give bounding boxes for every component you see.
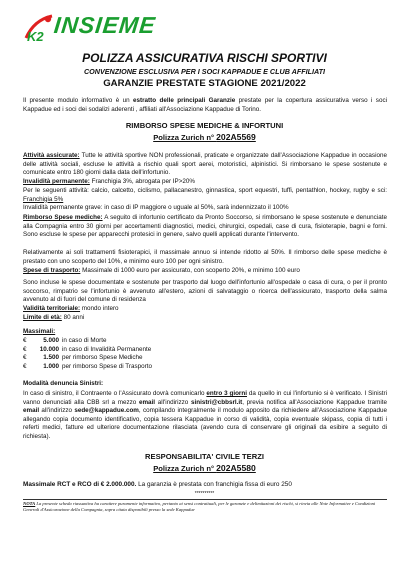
kappadue-email-link[interactable]: sede@kappadue.com (74, 407, 139, 415)
disability-grave: Invalidità permanente grave: in caso di IP maggiore o uguale al 50%, sarà indennizzato il 100% (23, 204, 289, 211)
list-item: € 1.500 per rimborso Spese Mediche (23, 354, 143, 362)
season-title: GARANZIE PRESTATE STAGIONE 2021/2022 (103, 78, 306, 89)
logo-text: INSIEME (52, 12, 157, 38)
permanent-disability: Invalidità permanente: Franchigia 3%, abrogata per IP>20% (23, 178, 196, 185)
insured-activities: Attività assicurate: Tutte le attività sportive NON professionali, praticate e organizzate dall'Associazione Kappadue in occasione delle attività sociali, escluse le attività a rischio quali sport aerei, motoristici, alpinistici. Si rimborsano le spese sostenute e comunicate entro 180 giorni dalla data dell'infortunio. (23, 152, 387, 177)
list-item: € 10.000 in caso di Invalidità Permanente (23, 345, 152, 353)
section-accident-policy: Polizza Zurich n° 202A5569 (153, 132, 256, 142)
list-item: € 5.000 in caso di Morte (23, 337, 107, 344)
claims-paragraph: In caso di sinistro, il Contraente o l'Assicurato dovrà comunicarlo entro 3 giorni da quello in cui l'infortunio si è verificato. I Sinistri vanno denunciati alla CBB srl a mezzo email all'indirizzo sinistri@cbbsrl.it, previa notifica all'Associazione Kappadue tramite email all'indirizzo sede@kappadue.com, compilando integralmente il modulo apposito da richiedere all'Associazione Kappadue allegando copia documento identificativo, copia tessera Kappadue in corso di validità, copia eventuale skipass, copia di tutti i referti medici, fatture ed ulteriore documentazione rilasciata (avendo cura di conservare gli originali da esibire a seguito di richiesta). (23, 390, 388, 440)
liability-limit: Massimale RCT e RCO di € 2.000.000. La garanzia è prestata con franchigia fissa di euro 250 (23, 481, 292, 488)
limits-label: Massimali: (23, 328, 56, 335)
claims-email-link[interactable]: sinistri@cbbsrl.it (190, 398, 243, 406)
list-item: € 1.000 per rimborso Spese di Trasporto (23, 362, 152, 370)
limits-list (23, 337, 152, 371)
transport-costs: Spese di trasporto: Massimale di 1000 euro per assicurato, con scoperto 20%, e minimo 100 euro (23, 267, 300, 274)
section-accident-title: RIMBORSO SPESE MEDICHE & INFORTUNI (125, 121, 284, 130)
section-liability-title: RESPONSABILITA' CIVILE TERZI (145, 452, 264, 461)
transport-detail: Sono incluse le spese documentate e sostenute per trasporto dal luogo dell'infortunio all'ospedale o casa di cura, o per il pronto soccorso, rimpatrio se l'infortunio è avvenuto all'estero, azioni di salvataggio o ricerca dell'assicurato, trasporto della salma avvenuto al di fuori del comune di residenza (23, 279, 387, 304)
disability-sports: Per le seguenti attività: calcio, calcetto, ciclismo, pallacanestro, ginnastica, sport equestri, tuffi, pentathlon, hockey, rugby e sci: Franchigia 5% (23, 187, 387, 203)
territorial-validity: Validità territoriale: mondo intero (23, 305, 119, 312)
insieme-logo (24, 12, 157, 44)
logo-mark: K2 (27, 29, 44, 44)
age-limit: Limite di età: 80 anni (23, 314, 85, 321)
intro-paragraph: Il presente modulo informativo è un estratto delle principali Garanzie prestate per la copertura assicurativa verso i soci Kappadue ed i soci dei sodalizi aderenti , affiliati all'Associazione Kappadue di Torino. (23, 97, 388, 113)
policy-title: POLIZZA ASSICURATIVA RISCHI SPORTIVI (82, 51, 327, 65)
footnote: NOTA La presente scheda riassuntiva ha carattere puramente informativo, pertanto ai sensi contrattuali, per le garanzie e delimitazioni dei rischi, si rinvia alle Note Informative e Condizioni Generali d'Assicurazione della Compagnia, sopra citata disponibili presso la sede Kappadue (23, 501, 376, 512)
separator-stars: ********** (194, 491, 215, 497)
note-divider (23, 499, 387, 500)
claims-label: Modalità denuncia Sinistri: (23, 380, 104, 387)
policy-subtitle: CONVENZIONE ESCLUSIVA PER I SOCI KAPPADUE E CLUB AFFILIATI (83, 67, 326, 76)
physio-note: Relativamente ai soli trattamenti fisioterapici, il massimale annuo si intende ridotto al 50%. Il rimborso delle spese mediche è prestato con uno scoperto del 10%, e minimo euro 100 per ogni sinistro. (23, 249, 387, 265)
medical-refund: Rimborso Spese mediche: A seguito di infortunio certificato da Pronto Soccorso, si rimborsano le spese sostenute e denunciate alla Compagnia entro 30 giorni per accertamenti diagnostici, medici, chirurgici, ospedali, case di cura, fisioterapie, bagni e forni. Sono escluse le spese per apparecchi protesici in genere, salvo quelli applicati durante l'intervento. (23, 214, 387, 239)
section-liability-policy: Polizza Zurich n° 202A5580 (153, 463, 256, 473)
